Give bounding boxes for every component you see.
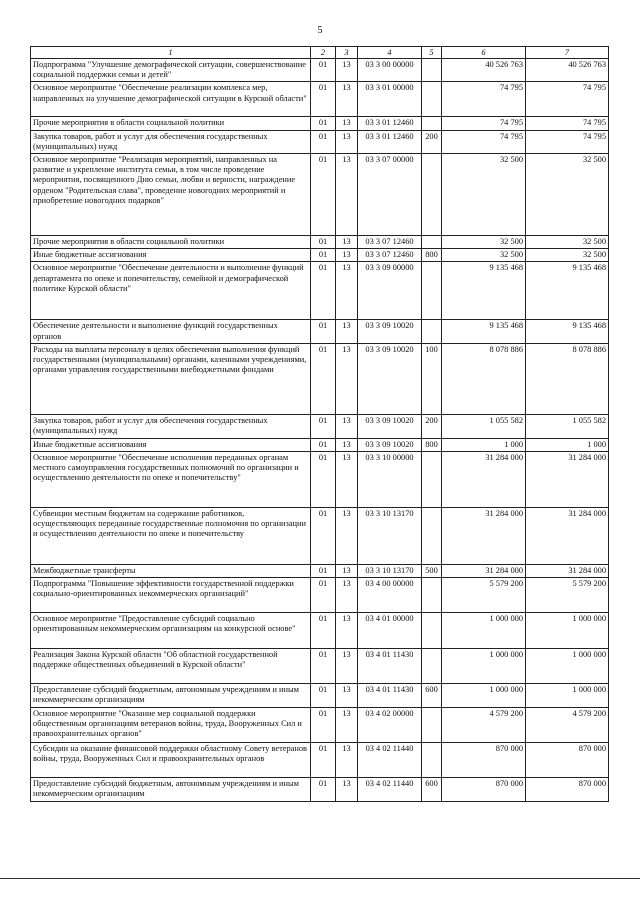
subsection-code-cell: 13 (336, 262, 358, 320)
expense-type-cell (422, 452, 442, 508)
row-name-cell: Расходы на выплаты персоналу в целях обеспечения выполнения функций государственными (муниципальными) органами, казенными учреждениями, органами управления государственными внебюджетными фондами (31, 343, 311, 414)
section-code-cell: 01 (311, 249, 336, 262)
section-code-cell: 01 (311, 82, 336, 117)
amount-year2-cell: 9 135 468 (526, 320, 609, 343)
section-code-cell: 01 (311, 777, 336, 801)
amount-year2-cell: 74 795 (526, 117, 609, 130)
row-name-cell: Прочие мероприятия в области социальной политики (31, 236, 311, 249)
expense-type-cell: 500 (422, 565, 442, 578)
expense-type-cell (422, 154, 442, 236)
section-code-cell: 01 (311, 236, 336, 249)
amount-year2-cell: 9 135 468 (526, 262, 609, 320)
expense-type-cell (422, 578, 442, 613)
subsection-code-cell: 13 (336, 117, 358, 130)
amount-year1-cell: 5 579 200 (442, 578, 526, 613)
expense-type-cell (422, 613, 442, 649)
amount-year2-cell: 32 500 (526, 154, 609, 236)
section-code-cell: 01 (311, 343, 336, 414)
amount-year2-cell: 5 579 200 (526, 578, 609, 613)
amount-year2-cell: 31 284 000 (526, 508, 609, 565)
expense-type-cell (422, 236, 442, 249)
row-name-cell: Иные бюджетные ассигнования (31, 438, 311, 451)
table-row (31, 707, 609, 742)
table-row (31, 117, 609, 130)
section-code-cell: 01 (311, 578, 336, 613)
target-article-cell: 03 3 07 00000 (358, 154, 422, 236)
row-name-cell: Основное мероприятие "Реализация мероприятий, направленных на развитие и укрепление института семьи, в том числе проведение мероприятия, посвященного Дню семьи, любви и верности, награждение орденом "Родительская слава", проведение новогодних мероприятий и приобретение новогодних подарков" (31, 154, 311, 236)
subsection-code-cell: 13 (336, 320, 358, 343)
table-row (31, 130, 609, 153)
column-header: 1 (31, 47, 311, 59)
column-header: 5 (422, 47, 442, 59)
target-article-cell: 03 3 01 00000 (358, 82, 422, 117)
target-article-cell: 03 3 09 10020 (358, 414, 422, 438)
expense-type-cell: 800 (422, 438, 442, 451)
subsection-code-cell: 13 (336, 684, 358, 707)
subsection-code-cell: 13 (336, 82, 358, 117)
table-row (31, 320, 609, 343)
target-article-cell: 03 3 01 12460 (358, 130, 422, 153)
expense-type-cell: 200 (422, 130, 442, 153)
target-article-cell: 03 4 01 11430 (358, 649, 422, 684)
subsection-code-cell: 13 (336, 130, 358, 153)
subsection-code-cell: 13 (336, 438, 358, 451)
expense-type-cell: 600 (422, 777, 442, 801)
table-row (31, 684, 609, 707)
amount-year1-cell: 32 500 (442, 154, 526, 236)
subsection-code-cell: 13 (336, 249, 358, 262)
subsection-code-cell: 13 (336, 343, 358, 414)
amount-year1-cell: 31 284 000 (442, 508, 526, 565)
amount-year2-cell: 31 284 000 (526, 565, 609, 578)
section-code-cell: 01 (311, 117, 336, 130)
subsection-code-cell: 13 (336, 236, 358, 249)
amount-year1-cell: 74 795 (442, 82, 526, 117)
target-article-cell: 03 4 01 11430 (358, 684, 422, 707)
amount-year1-cell: 74 795 (442, 130, 526, 153)
subsection-code-cell: 13 (336, 742, 358, 777)
row-name-cell: Закупка товаров, работ и услуг для обеспечения государственных (муниципальных) нужд (31, 414, 311, 438)
section-code-cell: 01 (311, 452, 336, 508)
amount-year1-cell: 32 500 (442, 236, 526, 249)
target-article-cell: 03 3 10 13170 (358, 508, 422, 565)
row-name-cell: Субсидии на оказание финансовой поддержки областному Совету ветеранов войны, труда, Вооруженных Сил и правоохранительных органов (31, 742, 311, 777)
subsection-code-cell: 13 (336, 578, 358, 613)
amount-year1-cell: 32 500 (442, 249, 526, 262)
section-code-cell: 01 (311, 154, 336, 236)
row-name-cell: Предоставление субсидий бюджетным, автономным учреждениям и иным некоммерческим организациям (31, 777, 311, 801)
target-article-cell: 03 4 02 00000 (358, 707, 422, 742)
target-article-cell: 03 3 09 10020 (358, 438, 422, 451)
amount-year2-cell: 1 000 000 (526, 649, 609, 684)
expense-type-cell (422, 59, 442, 82)
amount-year2-cell: 1 000 (526, 438, 609, 451)
amount-year1-cell: 4 579 200 (442, 707, 526, 742)
section-code-cell: 01 (311, 649, 336, 684)
amount-year2-cell: 32 500 (526, 236, 609, 249)
amount-year1-cell: 31 284 000 (442, 452, 526, 508)
section-code-cell: 01 (311, 414, 336, 438)
expense-type-cell: 200 (422, 414, 442, 438)
target-article-cell: 03 3 09 10020 (358, 320, 422, 343)
subsection-code-cell: 13 (336, 565, 358, 578)
section-code-cell: 01 (311, 320, 336, 343)
table-row (31, 414, 609, 438)
target-article-cell: 03 3 10 00000 (358, 452, 422, 508)
subsection-code-cell: 13 (336, 649, 358, 684)
subsection-code-cell: 13 (336, 613, 358, 649)
amount-year1-cell: 870 000 (442, 777, 526, 801)
section-code-cell: 01 (311, 262, 336, 320)
table-row (31, 777, 609, 801)
amount-year1-cell: 1 000 (442, 438, 526, 451)
amount-year1-cell: 40 526 763 (442, 59, 526, 82)
target-article-cell: 03 3 10 13170 (358, 565, 422, 578)
expense-type-cell (422, 508, 442, 565)
row-name-cell: Основное мероприятие "Обеспечение исполнения переданных органам местного самоуправления государственных полномочий по организации и осуществлению деятельности по опеке и попечительству" (31, 452, 311, 508)
row-name-cell: Закупка товаров, работ и услуг для обеспечения государственных (муниципальных) нужд (31, 130, 311, 153)
row-name-cell: Межбюджетные трансферты (31, 565, 311, 578)
row-name-cell: Субвенции местным бюджетам на содержание работников, осуществляющих переданные государственные полномочия по организации и осуществлению деятельности по опеке и попечительству (31, 508, 311, 565)
table-row (31, 82, 609, 117)
row-name-cell: Прочие мероприятия в области социальной политики (31, 117, 311, 130)
amount-year1-cell: 1 000 000 (442, 613, 526, 649)
table-row (31, 59, 609, 82)
expense-type-cell (422, 262, 442, 320)
table-row (31, 249, 609, 262)
amount-year2-cell: 8 078 886 (526, 343, 609, 414)
row-name-cell: Основное мероприятие "Обеспечение реализации комплекса мер, направленных на улучшение демографической ситуации в Курской области" (31, 82, 311, 117)
row-name-cell: Основное мероприятие "Оказание мер социальной поддержки общественным организациям ветеранов войны, труда, Вооруженных Сил и правоохранительных органов" (31, 707, 311, 742)
subsection-code-cell: 13 (336, 154, 358, 236)
row-name-cell: Подпрограмма "Повышение эффективности государственной поддержки социально-ориентированных некоммерческих организаций" (31, 578, 311, 613)
row-name-cell: Основное мероприятие "Обеспечение деятельности и выполнение функций департамента по опеке и попечительству, семейной и демографической политике Курской области" (31, 262, 311, 320)
row-name-cell: Подпрограмма "Улучшение демографической ситуации, совершенствование социальной поддержки семьи и детей" (31, 59, 311, 82)
expense-type-cell (422, 82, 442, 117)
row-name-cell: Основное мероприятие "Предоставление субсидий социально ориентированным некоммерческим организациям на конкурсной основе" (31, 613, 311, 649)
section-code-cell: 01 (311, 565, 336, 578)
subsection-code-cell: 13 (336, 777, 358, 801)
target-article-cell: 03 3 07 12460 (358, 249, 422, 262)
amount-year2-cell: 74 795 (526, 130, 609, 153)
section-code-cell: 01 (311, 707, 336, 742)
section-code-cell: 01 (311, 59, 336, 82)
subsection-code-cell: 13 (336, 707, 358, 742)
amount-year1-cell: 9 135 468 (442, 262, 526, 320)
subsection-code-cell: 13 (336, 414, 358, 438)
amount-year1-cell: 9 135 468 (442, 320, 526, 343)
amount-year1-cell: 1 000 000 (442, 649, 526, 684)
subsection-code-cell: 13 (336, 508, 358, 565)
row-name-cell: Реализация Закона Курской области "Об областной государственной поддержке общественных объединений в Курской области" (31, 649, 311, 684)
column-header: 4 (358, 47, 422, 59)
section-code-cell: 01 (311, 684, 336, 707)
page-bottom-rule (0, 878, 640, 879)
table-row (31, 649, 609, 684)
table-row (31, 565, 609, 578)
target-article-cell: 03 3 09 00000 (358, 262, 422, 320)
column-header: 7 (526, 47, 609, 59)
row-name-cell: Обеспечение деятельности и выполнение функций государственных органов (31, 320, 311, 343)
amount-year2-cell: 74 795 (526, 82, 609, 117)
table-row (31, 508, 609, 565)
table-row (31, 742, 609, 777)
target-article-cell: 03 4 01 00000 (358, 613, 422, 649)
amount-year1-cell: 31 284 000 (442, 565, 526, 578)
expense-type-cell (422, 117, 442, 130)
table-row (31, 343, 609, 414)
amount-year2-cell: 1 000 000 (526, 684, 609, 707)
amount-year1-cell: 8 078 886 (442, 343, 526, 414)
amount-year2-cell: 1 055 582 (526, 414, 609, 438)
amount-year2-cell: 31 284 000 (526, 452, 609, 508)
table-row (31, 154, 609, 236)
table-row (31, 236, 609, 249)
table-header-row (31, 47, 609, 59)
amount-year2-cell: 870 000 (526, 742, 609, 777)
column-header: 2 (311, 47, 336, 59)
amount-year1-cell: 74 795 (442, 117, 526, 130)
table-body (31, 59, 609, 802)
target-article-cell: 03 3 00 00000 (358, 59, 422, 82)
column-header: 6 (442, 47, 526, 59)
expense-type-cell (422, 649, 442, 684)
section-code-cell: 01 (311, 613, 336, 649)
amount-year1-cell: 1 000 000 (442, 684, 526, 707)
amount-year1-cell: 870 000 (442, 742, 526, 777)
amount-year2-cell: 870 000 (526, 777, 609, 801)
amount-year2-cell: 1 000 000 (526, 613, 609, 649)
row-name-cell: Иные бюджетные ассигнования (31, 249, 311, 262)
section-code-cell: 01 (311, 742, 336, 777)
table-row (31, 438, 609, 451)
amount-year2-cell: 40 526 763 (526, 59, 609, 82)
target-article-cell: 03 3 09 10020 (358, 343, 422, 414)
row-name-cell: Предоставление субсидий бюджетным, автономным учреждениям и иным некоммерческим организациям (31, 684, 311, 707)
table-row (31, 613, 609, 649)
section-code-cell: 01 (311, 438, 336, 451)
expense-type-cell: 800 (422, 249, 442, 262)
target-article-cell: 03 4 02 11440 (358, 742, 422, 777)
budget-table (30, 46, 609, 802)
target-article-cell: 03 4 02 11440 (358, 777, 422, 801)
subsection-code-cell: 13 (336, 59, 358, 82)
expense-type-cell (422, 320, 442, 343)
column-header: 3 (336, 47, 358, 59)
table-row (31, 452, 609, 508)
table-row (31, 262, 609, 320)
section-code-cell: 01 (311, 130, 336, 153)
amount-year2-cell: 32 500 (526, 249, 609, 262)
page-number: 5 (317, 25, 323, 36)
target-article-cell: 03 3 07 12460 (358, 236, 422, 249)
expense-type-cell (422, 707, 442, 742)
target-article-cell: 03 3 01 12460 (358, 117, 422, 130)
amount-year2-cell: 4 579 200 (526, 707, 609, 742)
amount-year1-cell: 1 055 582 (442, 414, 526, 438)
subsection-code-cell: 13 (336, 452, 358, 508)
expense-type-cell (422, 742, 442, 777)
target-article-cell: 03 4 00 00000 (358, 578, 422, 613)
expense-type-cell: 600 (422, 684, 442, 707)
table-row (31, 578, 609, 613)
expense-type-cell: 100 (422, 343, 442, 414)
section-code-cell: 01 (311, 508, 336, 565)
